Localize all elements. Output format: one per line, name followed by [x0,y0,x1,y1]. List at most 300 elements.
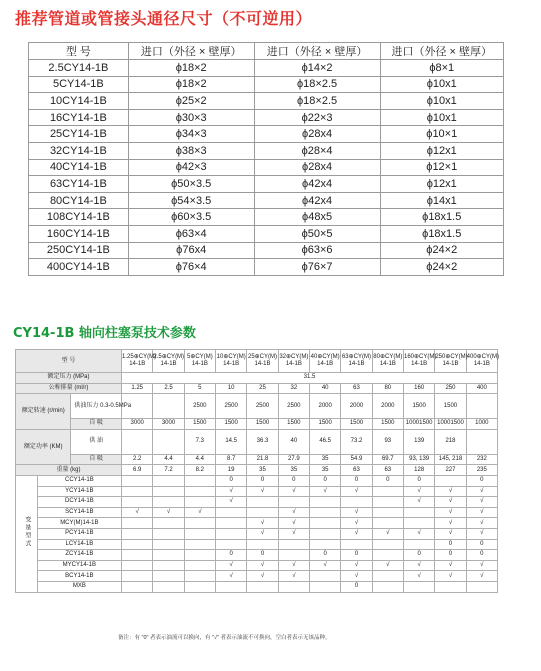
variant-name: LCY14-1B [37,539,121,550]
variant-mark: √ [435,497,466,508]
table-row [29,242,504,259]
table-row [29,142,504,159]
table-row [29,209,504,226]
power-self-value: 69.7 [372,454,403,465]
power-self-value: 2.2 [122,454,153,465]
variant-mark: √ [435,507,466,518]
displacement-value: 32 [278,383,309,394]
size-cell: ϕ34×3 [128,126,254,143]
model-cell: 80CY14-1B [29,192,129,209]
speed-self-label: 自 吸 [71,419,122,430]
variant-name: ZCY14-1B [37,550,121,561]
size-cell: ϕ10x1 [380,76,504,93]
variant-mark [372,518,403,529]
power-self-value: 27.9 [278,454,309,465]
variant-row [16,560,498,571]
model-name-line1: 25⊕CY(M) [247,354,278,360]
model-cell: 40CY14-1B [29,159,129,176]
variant-mark: √ [466,571,497,582]
variant-mark [153,539,184,550]
model-cell: 5CY14-1B [29,76,129,93]
power-feed-value: 46.5 [310,429,341,454]
variant-mark: √ [341,518,372,529]
variant-mark: 0 [435,539,466,550]
variant-mark [184,518,215,529]
size-cell: ϕ12x1 [380,176,504,193]
variant-mark [372,539,403,550]
power-label: 额定功率 (KM) [16,429,71,465]
variant-mark [341,497,372,508]
speed-feed-value [153,394,184,419]
variant-row [16,550,498,561]
variant-mark [153,571,184,582]
variant-mark [184,581,215,592]
model-cell: 10CY14-1B [29,93,129,110]
size-cell: ϕ30×3 [128,109,254,126]
speed-feed-value: 2000 [341,394,372,419]
variant-mark: √ [403,528,434,539]
variant-mark [153,550,184,561]
speed-self-value: 1500 [310,419,341,430]
speed-self-value: 1500 [216,419,247,430]
model-name-line2: 14-1B [442,361,459,367]
variant-mark: √ [435,571,466,582]
variant-mark: √ [153,507,184,518]
speed-self-value: 1500 [184,419,215,430]
power-feed-value: 40 [278,429,309,454]
size-cell: ϕ76×4 [128,259,254,276]
variant-mark: √ [372,528,403,539]
size-cell: ϕ8×1 [380,60,504,77]
power-feed-value: 73.2 [341,429,372,454]
model-name-cell [403,350,437,373]
variant-mark [184,560,215,571]
model-name-line1: 400⊕CY(M) [466,354,500,360]
speed-self-value: 1500 [278,419,309,430]
power-feed-value: 218 [435,429,466,454]
variant-mark: √ [310,560,341,571]
variant-mark: √ [247,571,278,582]
variant-mark: 0 [466,550,497,561]
speed-feed-value: 2500 [184,394,215,419]
variant-mark: 0 [466,539,497,550]
size-cell: ϕ10x1 [380,93,504,110]
size-cell: ϕ42x4 [254,192,380,209]
model-cell: 16CY14-1B [29,109,129,126]
weight-value: 35 [247,465,278,476]
variant-mark [310,581,341,592]
pressure-label: 额定压力 (MPa) [16,373,122,384]
displacement-value: 2.5 [153,383,184,394]
size-cell: ϕ54×3.5 [128,192,254,209]
displacement-value: 10 [216,383,247,394]
size-cell: ϕ12x1 [380,142,504,159]
variant-mark [278,550,309,561]
variant-mark [247,497,278,508]
variant-mark: 0 [247,475,278,486]
variant-mark: √ [247,486,278,497]
model-cell: 250CY14-1B [29,242,129,259]
power-self-value: 21.8 [247,454,278,465]
displacement-value: 80 [372,383,403,394]
model-name-line1: 160⊕CY(M) [403,354,437,360]
model-name-line2: 14-1B [473,361,490,367]
variant-mark [372,550,403,561]
variant-mark [310,571,341,582]
displacement-value: 25 [247,383,278,394]
table-row [29,76,504,93]
variant-mark [310,518,341,529]
variant-mark [153,528,184,539]
variant-name: SCY14-1B [37,507,121,518]
variant-mark [122,518,153,529]
variant-mark: √ [341,560,372,571]
size-cell: ϕ18×2.5 [254,93,380,110]
model-name-line2: 14-1B [254,361,271,367]
model-name-line1: 5⊕CY(M) [187,354,213,360]
variant-name: CCY14-1B [37,475,121,486]
weight-value: 8.2 [184,465,215,476]
displacement-value: 1.25 [122,383,153,394]
variant-mark: √ [216,497,247,508]
weight-value: 6.9 [122,465,153,476]
variant-mark [372,581,403,592]
size-cell: ϕ76x4 [128,242,254,259]
pump-spec-table [15,349,498,593]
weight-value: 128 [403,465,434,476]
model-name-line2: 14-1B [411,361,428,367]
power-feed-value [122,429,153,454]
power-feed-value: 14.5 [216,429,247,454]
variant-name: PCY14-1B [37,528,121,539]
speed-self-value: 3000 [122,419,153,430]
model-cell: 160CY14-1B [29,225,129,242]
variant-mark: √ [466,507,497,518]
variant-row [16,539,498,550]
variant-mark [153,486,184,497]
variant-mark: 0 [341,581,372,592]
size-cell: ϕ14×2 [254,60,380,77]
footnote: 备注：有 "0" 者表示油流可以换向，有 "√" 者表示油流不可换向，空白者表示无该品种。 [118,635,331,641]
size-cell: ϕ18×2.5 [254,76,380,93]
speed-feed-label: 供油压力 0.3-0.5MPa [71,394,122,419]
variant-mark: √ [372,560,403,571]
variant-mark: 0 [310,550,341,561]
table-row [29,192,504,209]
variant-mark: √ [435,486,466,497]
table-row [29,159,504,176]
speed-self-row [16,419,498,430]
model-name-line2: 14-1B [223,361,240,367]
speed-feed-value: 2000 [372,394,403,419]
variant-mark [403,581,434,592]
variant-mark [153,497,184,508]
variant-mark [278,497,309,508]
variant-mark: √ [435,518,466,529]
size-cell: ϕ28×4 [254,142,380,159]
power-self-value: 145, 218 [435,454,466,465]
variant-mark [247,539,278,550]
model-cell: 32CY14-1B [29,142,129,159]
size-cell: ϕ50×5 [254,225,380,242]
variant-mark [184,475,215,486]
power-feed-label: 供 油 [71,429,122,454]
model-name-cell [247,350,278,373]
size-cell: ϕ76×7 [254,259,380,276]
model-name-line2: 14-1B [379,361,396,367]
variant-mark: √ [341,486,372,497]
variant-mark: √ [247,518,278,529]
variant-mark: √ [403,560,434,571]
variant-mark [153,581,184,592]
table-header-row [29,43,504,60]
speed-self-value: 1500 [341,419,372,430]
variant-mark: √ [216,571,247,582]
model-name-line1: 2.5⊕CY(M) [153,354,185,360]
model-name-line1: 63⊕CY(M) [341,354,371,360]
variant-mark [184,539,215,550]
variant-mark [153,518,184,529]
power-feed-value: 7.3 [184,429,215,454]
variant-mark [247,507,278,518]
variant-mark: √ [403,571,434,582]
speed-self-value: 10001500 [435,419,466,430]
size-cell: ϕ63×4 [128,225,254,242]
weight-value: 63 [372,465,403,476]
size-cell: ϕ42×3 [128,159,254,176]
speed-feed-value: 2000 [310,394,341,419]
column-header: 型 号 [29,43,129,60]
variant-mark: √ [247,528,278,539]
power-self-value: 232 [466,454,497,465]
model-name-cell [184,350,215,373]
variant-mark: √ [341,571,372,582]
variant-mark [122,486,153,497]
pressure-row [16,373,498,384]
speed-feed-value: 2500 [216,394,247,419]
variant-row [16,571,498,582]
variant-mark [435,581,466,592]
variant-mark [403,518,434,529]
weight-value: 235 [466,465,497,476]
model-cell: 63CY14-1B [29,176,129,193]
model-name-line2: 14-1B [160,361,177,367]
model-name-line2: 14-1B [348,361,365,367]
table-row [29,126,504,143]
size-cell: ϕ38×3 [128,142,254,159]
variant-mark [216,518,247,529]
variant-mark: √ [435,528,466,539]
model-name-line2: 14-1B [129,361,146,367]
model-name-line1: 10⊕CY(M) [216,354,246,360]
speed-feed-value: 1500 [435,394,466,419]
variant-mark [310,528,341,539]
variant-mark [403,507,434,518]
speed-self-value: 10001500 [403,419,434,430]
variant-mark [372,486,403,497]
displacement-value: 400 [466,383,497,394]
variant-mark: √ [466,497,497,508]
variant-row [16,528,498,539]
model-name-cell [216,350,247,373]
variant-mark [122,550,153,561]
title-pump-specs: CY14-1B 轴向柱塞泵技术参数 [13,326,196,341]
weight-value: 35 [310,465,341,476]
variant-mark [153,560,184,571]
variant-mark [310,539,341,550]
table-row [29,259,504,276]
variant-row [16,497,498,508]
variant-mark: 0 [403,475,434,486]
size-cell: ϕ10x1 [380,109,504,126]
size-cell: ϕ48x5 [254,209,380,226]
displacement-value: 160 [403,383,434,394]
table-row [29,176,504,193]
variant-mark [341,539,372,550]
size-cell: ϕ14x1 [380,192,504,209]
power-feed-value: 93 [372,429,403,454]
variant-mark: 0 [216,475,247,486]
variant-mark: √ [247,560,278,571]
weight-value: 227 [435,465,466,476]
variant-mark [153,475,184,486]
variant-name: MXB [37,581,121,592]
model-name-line1: 40⊕CY(M) [310,354,340,360]
size-cell: ϕ10×1 [380,126,504,143]
size-cell: ϕ24×2 [380,259,504,276]
speed-feed-value [466,394,497,419]
variant-mark: √ [466,518,497,529]
displacement-value: 40 [310,383,341,394]
speed-self-value: 3000 [153,419,184,430]
pressure-value: 31.5 [122,373,498,384]
size-cell: ϕ28x4 [254,126,380,143]
model-name-line2: 14-1B [191,361,208,367]
power-self-value: 35 [310,454,341,465]
variant-mark: √ [216,560,247,571]
variant-mark: √ [184,507,215,518]
size-cell: ϕ22×3 [254,109,380,126]
size-cell: ϕ18x1.5 [380,209,504,226]
variant-mark: √ [403,486,434,497]
displacement-value: 63 [341,383,372,394]
variant-mark: √ [216,486,247,497]
model-header-row [16,350,498,373]
variant-mark: 0 [278,475,309,486]
power-self-value: 4.4 [184,454,215,465]
model-cell: 2.5CY14-1B [29,60,129,77]
variant-mark: 0 [310,475,341,486]
power-feed-value [153,429,184,454]
displacement-value: 250 [435,383,466,394]
model-name-cell [153,350,184,373]
variant-row [16,475,498,486]
variant-mark [184,571,215,582]
variant-mark: 0 [216,550,247,561]
variant-mark [278,539,309,550]
speed-self-value: 1500 [372,419,403,430]
model-cell: 25CY14-1B [29,126,129,143]
variant-row [16,507,498,518]
power-feed-value: 36.3 [247,429,278,454]
variant-mark: √ [466,486,497,497]
model-cell: 108CY14-1B [29,209,129,226]
model-name-cell [122,350,157,373]
model-cell: 400CY14-1B [29,259,129,276]
weight-value: 7.2 [153,465,184,476]
variant-mark [122,475,153,486]
model-name-cell [435,350,466,373]
variant-mark: 0 [466,475,497,486]
variant-mark [216,539,247,550]
variant-mark [122,528,153,539]
variant-mark: √ [310,486,341,497]
variant-name: MCY(M)14-1B [37,518,121,529]
variant-group-text: 变量型式 [23,516,30,549]
variant-mark [372,571,403,582]
variant-mark: 0 [372,475,403,486]
speed-feed-value: 2500 [278,394,309,419]
variant-mark [247,581,278,592]
model-name-cell [310,350,341,373]
power-self-row [16,454,498,465]
displacement-value: 5 [184,383,215,394]
weight-label: 重量 (kg) [16,465,122,476]
variant-mark: 0 [341,475,372,486]
speed-feed-value: 1500 [403,394,434,419]
power-feed-value [466,429,497,454]
variant-mark: √ [403,497,434,508]
model-name-line1: 250⊕CY(M) [435,354,468,360]
power-feed-row [16,429,498,454]
variant-mark [372,497,403,508]
speed-feed-row [16,394,498,419]
column-header: 进口（外径 × 壁厚） [380,43,504,60]
model-name-line2: 14-1B [285,361,302,367]
variant-row [16,486,498,497]
variant-name: YCY14-1B [37,486,121,497]
variant-mark [184,550,215,561]
speed-self-value: 1500 [247,419,278,430]
power-self-value: 8.7 [216,454,247,465]
size-cell: ϕ24×2 [380,242,504,259]
model-name-line2: 14-1B [317,361,334,367]
size-cell: ϕ12×1 [380,159,504,176]
variant-mark [122,571,153,582]
model-label: 型 号 [16,350,122,373]
variant-row [16,518,498,529]
variant-mark: √ [341,507,372,518]
table-row [29,225,504,242]
weight-value: 35 [278,465,309,476]
variant-mark [122,497,153,508]
variant-mark: √ [278,571,309,582]
weight-value: 63 [341,465,372,476]
weight-row [16,465,498,476]
variant-mark [435,475,466,486]
variant-mark [216,581,247,592]
model-name-cell [341,350,372,373]
power-self-value: 93, 139 [403,454,434,465]
variant-mark [466,581,497,592]
size-cell: ϕ25×2 [128,93,254,110]
displacement-label: 公称排量 (ml/r) [16,383,122,394]
variant-mark [216,528,247,539]
table-row [29,93,504,110]
weight-value: 19 [216,465,247,476]
variant-mark [184,497,215,508]
power-self-value: 4.4 [153,454,184,465]
